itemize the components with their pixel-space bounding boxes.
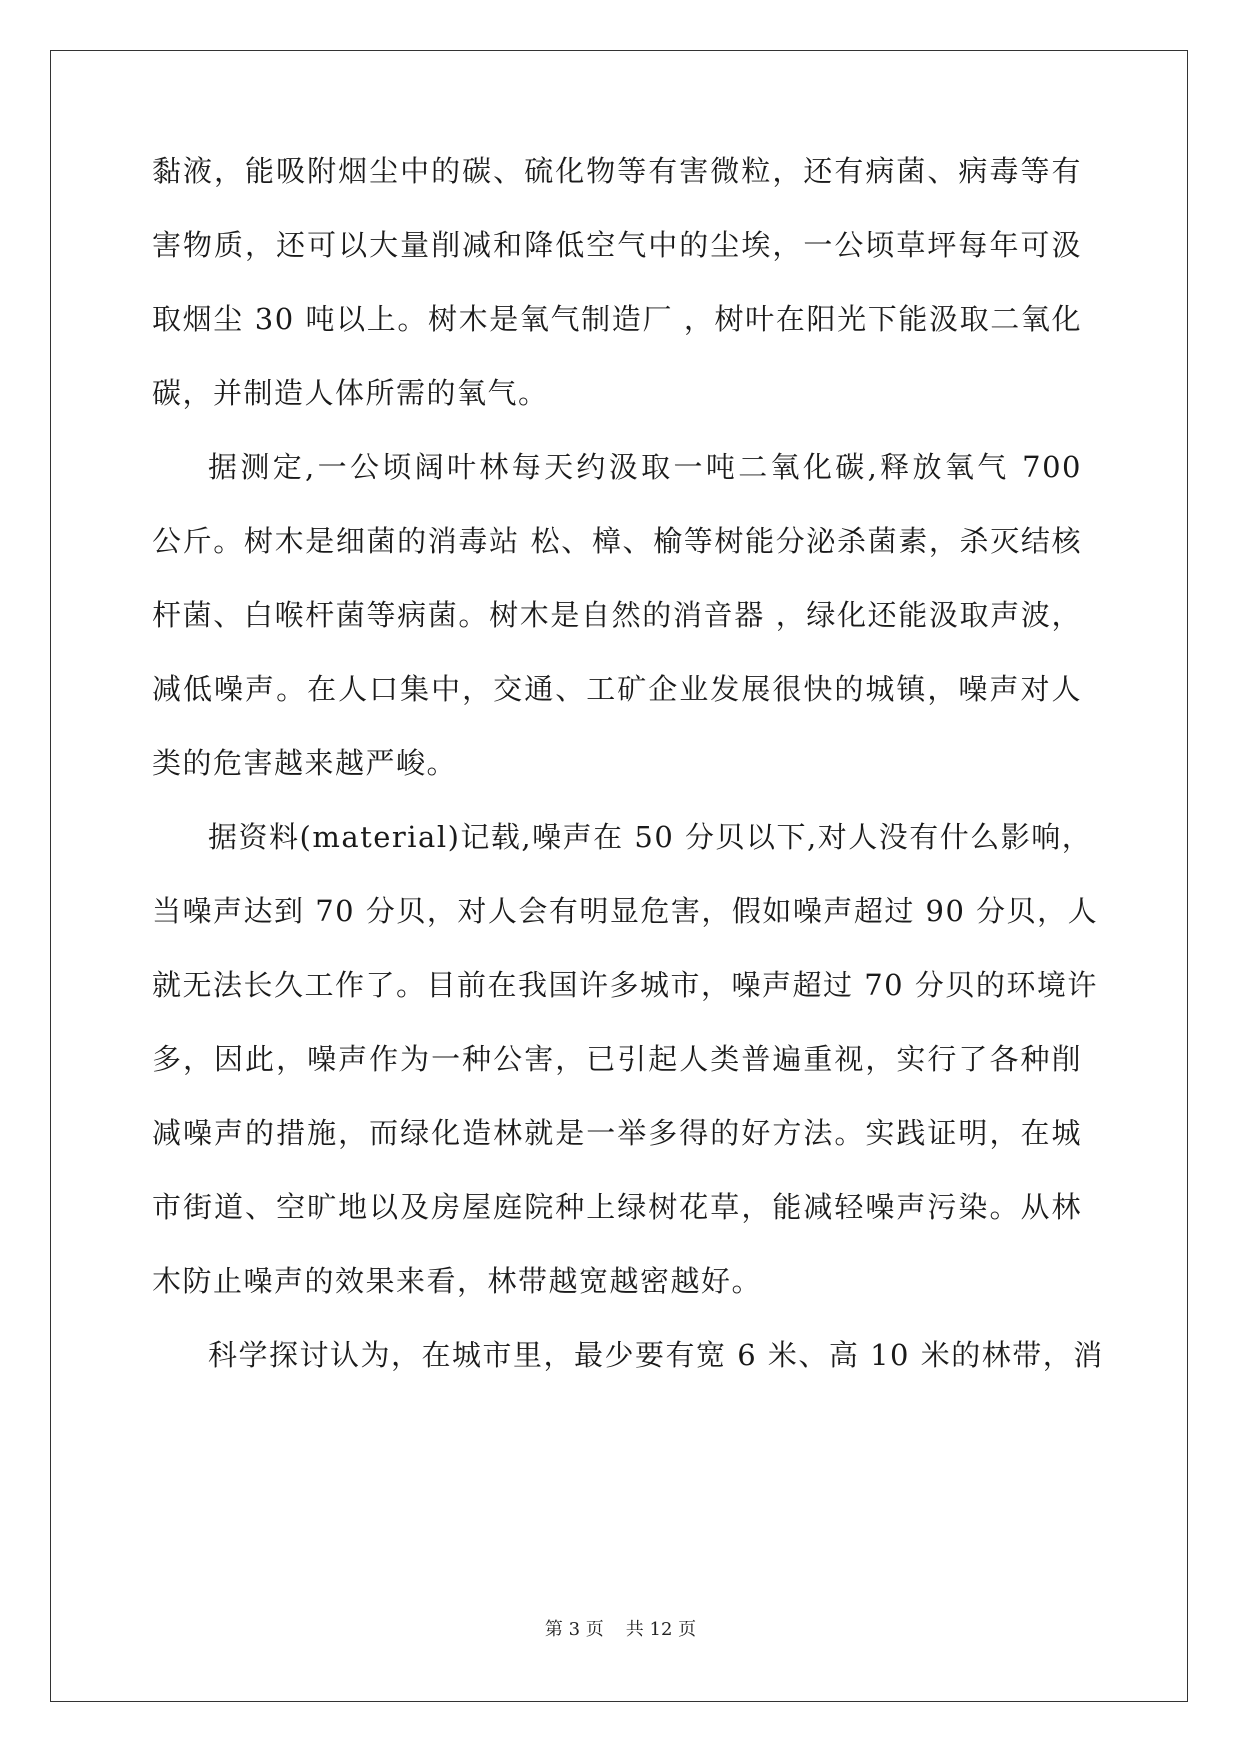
total-pages: 共 12 页 (625, 1619, 697, 1640)
text-line: 市街道、空旷地以及房屋庭院种上绿树花草，能减轻噪声污染。从林 (152, 1190, 1082, 1224)
text-line: 就无法长久工作了。目前在我国许多城市，噪声超过 70 分贝的环境许 (152, 968, 1098, 1002)
text-line: 害物质，还可以大量削减和降低空气中的尘埃，一公顷草坪每年可汲 (152, 228, 1082, 262)
text-line: 类的危害越来越严峻。 (152, 746, 458, 780)
paragraph-first-line: 据测定,一公顷阔叶林每天约汲取一吨二氧化碳,释放氧气 700 (208, 450, 1082, 484)
paragraph-first-line: 科学探讨认为，在城市里，最少要有宽 6 米、高 10 米的林带，消 (208, 1338, 1104, 1372)
text-line: 黏液，能吸附烟尘中的碳、硫化物等有害微粒，还有病菌、病毒等有 (152, 154, 1082, 188)
page-border (50, 50, 1188, 1702)
text-line: 减噪声的措施，而绿化造林就是一举多得的好方法。实践证明，在城 (152, 1116, 1082, 1150)
page-number: 第 3 页 (544, 1619, 604, 1640)
text-line: 公斤。树木是细菌的消毒站 松、樟、榆等树能分泌杀菌素，杀灭结核 (152, 524, 1082, 558)
page-footer (0, 1618, 1241, 1642)
paragraph-first-line: 据资料(material)记载,噪声在 50 分贝以下,对人没有什么影响， (208, 820, 1093, 854)
text-line: 碳，并制造人体所需的氧气。 (152, 376, 549, 410)
text-line: 多，因此，噪声作为一种公害，已引起人类普遍重视，实行了各种削 (152, 1042, 1082, 1076)
text-line: 当噪声达到 70 分贝，对人会有明显危害，假如噪声超过 90 分贝，人 (152, 894, 1099, 928)
text-line: 杆菌、白喉杆菌等病菌。树木是自然的消音器 ，绿化还能汲取声波， (152, 598, 1082, 632)
text-line: 木防止噪声的效果来看，林带越宽越密越好。 (152, 1264, 763, 1298)
text-line: 取烟尘 30 吨以上。树木是氧气制造厂 ，树叶在阳光下能汲取二氧化 (152, 302, 1082, 336)
text-line: 减低噪声。在人口集中，交通、工矿企业发展很快的城镇，噪声对人 (152, 672, 1082, 706)
